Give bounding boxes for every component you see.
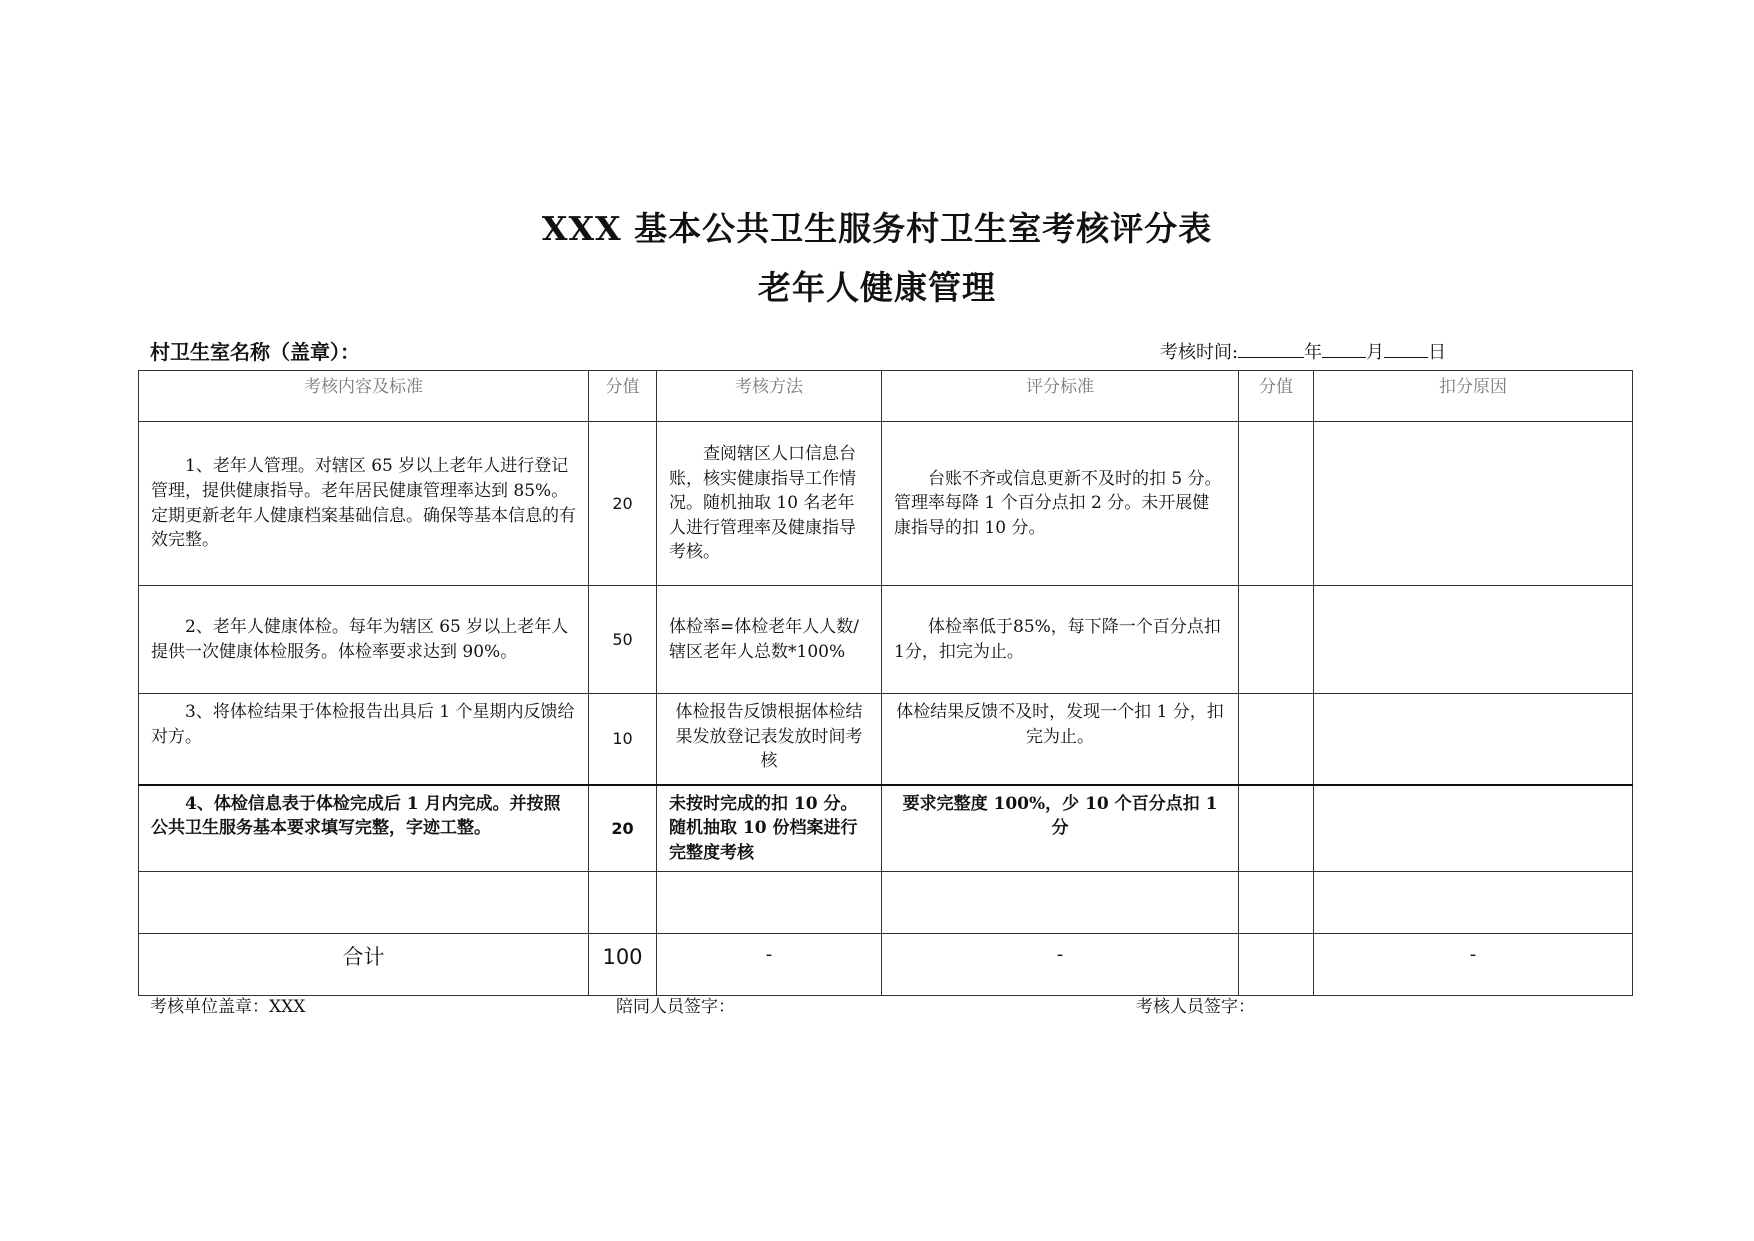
row-method: 体检率=体检老年人人数/辖区老年人总数*100% [657,586,882,694]
row-standard: 体检率低于85%，每下降一个百分点扣1分，扣完为止。 [882,586,1239,694]
row-method: 查阅辖区人口信息台账，核实健康指导工作情况。随机抽取 10 名老年人进行管理率及健康指导考核。 [657,422,882,586]
col-header-score: 分值 [589,371,657,422]
empty-cell[interactable] [882,872,1239,934]
row-content: 1、老年人管理。对辖区 65 岁以上老年人进行登记管理，提供健康指导。老年居民健康管理率达到 85%。定期更新老年人健康档案基础信息。确保等基本信息的有效完整。 [139,422,589,586]
col-header-content: 考核内容及标准 [139,371,589,422]
col-header-earned-score: 分值 [1239,371,1314,422]
month-blank[interactable] [1322,339,1366,358]
year-label: 年 [1304,342,1323,363]
col-header-standard: 评分标准 [882,371,1239,422]
row-deduction-reason-cell[interactable] [1314,586,1633,694]
total-label: 合计 [139,934,589,996]
assessment-time-label: 考核时间: [1160,342,1239,363]
row-standard: 要求完整度 100%，少 10 个百分点扣 1 分 [882,785,1239,872]
row-earned-score-cell[interactable] [1239,785,1314,872]
row-method: 体检报告反馈根据体检结果发放登记表发放时间考核 [657,694,882,785]
row-standard: 台账不齐或信息更新不及时的扣 5 分。管理率每降 1 个百分点扣 2 分。未开展健康指导的扣 10 分。 [882,422,1239,586]
row-earned-score-cell[interactable] [1239,694,1314,785]
page-subtitle: 老年人健康管理 [758,268,996,307]
total-earned-score-cell[interactable] [1239,934,1314,996]
empty-row [139,872,1633,934]
clinic-name-label: 村卫生室名称（盖章）： [150,340,360,364]
table-header-row [139,371,1633,422]
total-standard: - [882,934,1239,996]
total-method: - [657,934,882,996]
table-row [139,785,1633,872]
assessment-time [1160,338,1446,364]
day-blank[interactable] [1384,339,1428,358]
accompany-sign-label: 陪同人员签字： [616,997,735,1017]
row-content: 3、将体检结果于体检报告出具后 1 个星期内反馈给对方。 [139,694,589,785]
month-label: 月 [1366,342,1385,363]
col-header-method: 考核方法 [657,371,882,422]
empty-cell[interactable] [139,872,589,934]
year-blank[interactable] [1238,339,1304,358]
unit-seal-label: 考核单位盖章：XXX [150,997,306,1017]
empty-cell[interactable] [1239,872,1314,934]
empty-cell[interactable] [657,872,882,934]
table-row [139,694,1633,785]
row-content: 4、体检信息表于体检完成后 1 月内完成。并按照公共卫生服务基本要求填写完整，字迹工整。 [139,785,589,872]
row-deduction-reason-cell[interactable] [1314,422,1633,586]
row-earned-score-cell[interactable] [1239,422,1314,586]
row-deduction-reason-cell[interactable] [1314,785,1633,872]
total-row [139,934,1633,996]
assessor-sign-label: 考核人员签字： [1136,997,1255,1017]
row-content: 2、老年人健康体检。每年为辖区 65 岁以上老年人提供一次健康体检服务。体检率要求达到 90%。 [139,586,589,694]
row-earned-score-cell[interactable] [1239,586,1314,694]
assessment-table [138,370,1633,996]
total-score: 100 [589,934,657,996]
day-label: 日 [1428,342,1447,363]
table-row [139,586,1633,694]
row-score: 50 [589,586,657,694]
empty-cell[interactable] [1314,872,1633,934]
row-method: 未按时完成的扣 10 分。随机抽取 10 份档案进行完整度考核 [657,785,882,872]
col-header-deduction-reason: 扣分原因 [1314,371,1633,422]
row-standard: 体检结果反馈不及时，发现一个扣 1 分，扣完为止。 [882,694,1239,785]
row-score: 10 [589,694,657,785]
table-row [139,422,1633,586]
total-reason: - [1314,934,1633,996]
row-deduction-reason-cell[interactable] [1314,694,1633,785]
empty-cell[interactable] [589,872,657,934]
row-score: 20 [589,422,657,586]
page-title: XXX 基本公共卫生服务村卫生室考核评分表 [541,209,1213,248]
row-score: 20 [589,785,657,872]
